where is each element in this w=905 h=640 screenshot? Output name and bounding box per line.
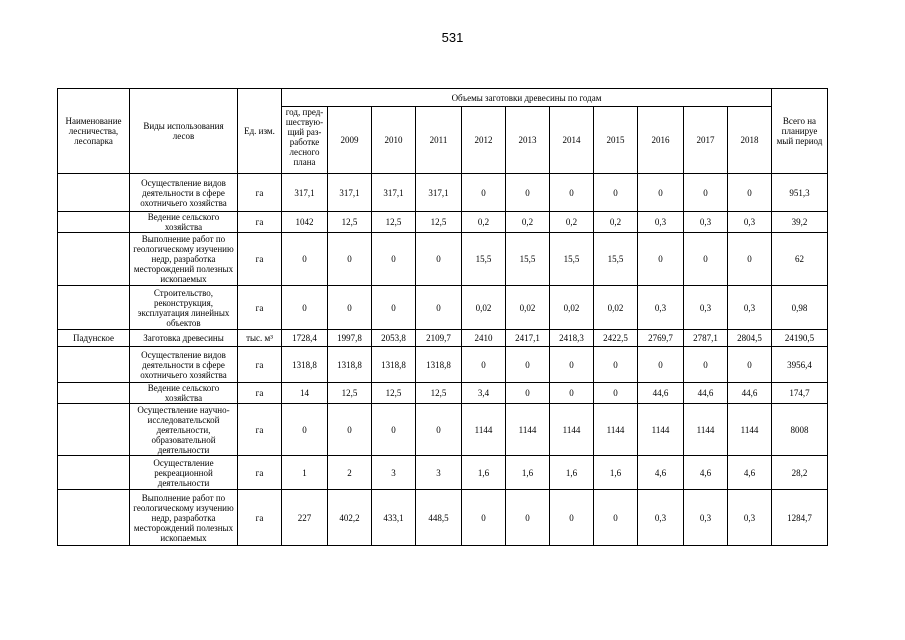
value-cell: 317,1 [282, 174, 328, 212]
total-cell: 39,2 [772, 212, 828, 233]
value-cell: 0 [328, 233, 372, 286]
value-cell: 0 [594, 174, 638, 212]
value-cell: 0 [684, 347, 728, 383]
value-cell: 317,1 [372, 174, 416, 212]
value-cell: 12,5 [328, 212, 372, 233]
table-row [58, 490, 828, 546]
value-cell: 2053,8 [372, 330, 416, 347]
total-cell: 8008 [772, 404, 828, 456]
forestry-name-cell [58, 212, 130, 233]
value-cell: 12,5 [328, 383, 372, 404]
value-cell: 0 [372, 286, 416, 330]
value-cell: 317,1 [416, 174, 462, 212]
unit-cell: га [238, 233, 282, 286]
value-cell: 1144 [550, 404, 594, 456]
value-cell: 2417,1 [506, 330, 550, 347]
value-cell: 0 [638, 347, 684, 383]
usage-kind-cell: Осуществление видов деятельности в сфере охотничьего хозяйства [130, 174, 238, 212]
value-cell: 227 [282, 490, 328, 546]
value-cell: 0 [416, 286, 462, 330]
wood-harvest-table [57, 88, 828, 546]
value-cell: 0 [282, 233, 328, 286]
value-cell: 0,3 [684, 490, 728, 546]
table-row [58, 347, 828, 383]
table-row [58, 404, 828, 456]
usage-kind-cell: Ведение сельского хозяйства [130, 383, 238, 404]
value-cell: 3 [372, 456, 416, 490]
forestry-name-cell [58, 456, 130, 490]
forestry-name-cell [58, 174, 130, 212]
col-header-year: 2018 [728, 107, 772, 174]
value-cell: 0 [506, 383, 550, 404]
value-cell: 0 [550, 347, 594, 383]
value-cell: 1318,8 [372, 347, 416, 383]
value-cell: 0 [594, 347, 638, 383]
value-cell: 0,02 [462, 286, 506, 330]
usage-kind-cell: Осуществление рекреационной деятельности [130, 456, 238, 490]
value-cell: 0,3 [684, 212, 728, 233]
value-cell: 15,5 [550, 233, 594, 286]
total-cell: 3956,4 [772, 347, 828, 383]
value-cell: 0 [594, 490, 638, 546]
value-cell: 2109,7 [416, 330, 462, 347]
col-header-year: 2013 [506, 107, 550, 174]
value-cell: 44,6 [684, 383, 728, 404]
table-row [58, 212, 828, 233]
value-cell: 1318,8 [416, 347, 462, 383]
value-cell: 0,3 [638, 490, 684, 546]
value-cell: 3,4 [462, 383, 506, 404]
value-cell: 0 [282, 404, 328, 456]
value-cell: 0 [462, 174, 506, 212]
col-header-year: 2015 [594, 107, 638, 174]
value-cell: 1,6 [550, 456, 594, 490]
value-cell: 0 [728, 347, 772, 383]
value-cell: 1 [282, 456, 328, 490]
col-header-kind: Виды использования лесов [130, 89, 238, 174]
col-header-year: 2010 [372, 107, 416, 174]
value-cell: 0 [506, 174, 550, 212]
total-cell: 28,2 [772, 456, 828, 490]
value-cell: 402,2 [328, 490, 372, 546]
value-cell: 0 [550, 174, 594, 212]
value-cell: 1728,4 [282, 330, 328, 347]
total-cell: 951,3 [772, 174, 828, 212]
forestry-name-cell [58, 347, 130, 383]
value-cell: 1144 [462, 404, 506, 456]
value-cell: 0,3 [728, 490, 772, 546]
col-header-year: 2017 [684, 107, 728, 174]
table-row [58, 383, 828, 404]
value-cell: 0 [372, 404, 416, 456]
value-cell: 14 [282, 383, 328, 404]
value-cell: 2410 [462, 330, 506, 347]
value-cell: 1144 [728, 404, 772, 456]
value-cell: 0,02 [594, 286, 638, 330]
forestry-name-cell [58, 404, 130, 456]
forestry-name-cell: Падунское [58, 330, 130, 347]
value-cell: 0,3 [684, 286, 728, 330]
value-cell: 0 [462, 347, 506, 383]
value-cell: 4,6 [684, 456, 728, 490]
col-header-year: 2012 [462, 107, 506, 174]
usage-kind-cell: Выполнение работ по геологическому изучению недр, разработка месторождений полезных ископаемых [130, 233, 238, 286]
value-cell: 0 [684, 174, 728, 212]
unit-cell: га [238, 490, 282, 546]
total-cell: 1284,7 [772, 490, 828, 546]
value-cell: 2787,1 [684, 330, 728, 347]
usage-kind-cell: Строительство, реконструкция, эксплуатация линейных объектов [130, 286, 238, 330]
value-cell: 0 [550, 383, 594, 404]
forestry-name-cell [58, 233, 130, 286]
value-cell: 0 [684, 233, 728, 286]
value-cell: 44,6 [638, 383, 684, 404]
value-cell: 1,6 [594, 456, 638, 490]
value-cell: 12,5 [372, 212, 416, 233]
value-cell: 15,5 [462, 233, 506, 286]
value-cell: 0 [594, 383, 638, 404]
col-header-total: Всего на планируе мый период [772, 89, 828, 174]
value-cell: 3 [416, 456, 462, 490]
unit-cell: га [238, 456, 282, 490]
value-cell: 1,6 [462, 456, 506, 490]
value-cell: 12,5 [416, 212, 462, 233]
table-row [58, 174, 828, 212]
value-cell: 0 [728, 233, 772, 286]
usage-kind-cell: Осуществление видов деятельности в сфере охотничьего хозяйства [130, 347, 238, 383]
total-cell: 174,7 [772, 383, 828, 404]
usage-kind-cell: Осуществление научно-исследовательской деятельности, образовательной деятельности [130, 404, 238, 456]
value-cell: 0 [416, 233, 462, 286]
value-cell: 0,2 [594, 212, 638, 233]
value-cell: 15,5 [506, 233, 550, 286]
value-cell: 2769,7 [638, 330, 684, 347]
value-cell: 0 [550, 490, 594, 546]
value-cell: 0 [638, 174, 684, 212]
value-cell: 317,1 [328, 174, 372, 212]
value-cell: 2422,5 [594, 330, 638, 347]
value-cell: 0 [416, 404, 462, 456]
value-cell: 0 [462, 490, 506, 546]
value-cell: 1,6 [506, 456, 550, 490]
col-header-name: Наименование лесничества, лесопарка [58, 89, 130, 174]
value-cell: 4,6 [728, 456, 772, 490]
total-cell: 0,98 [772, 286, 828, 330]
value-cell: 1144 [594, 404, 638, 456]
value-cell: 1144 [684, 404, 728, 456]
value-cell: 2 [328, 456, 372, 490]
unit-cell: га [238, 286, 282, 330]
total-cell: 62 [772, 233, 828, 286]
value-cell: 0 [506, 347, 550, 383]
forestry-name-cell [58, 383, 130, 404]
unit-cell: га [238, 404, 282, 456]
usage-kind-cell: Ведение сельского хозяйства [130, 212, 238, 233]
value-cell: 0 [506, 490, 550, 546]
value-cell: 433,1 [372, 490, 416, 546]
table-row [58, 286, 828, 330]
value-cell: 1144 [506, 404, 550, 456]
value-cell: 0 [372, 233, 416, 286]
value-cell: 44,6 [728, 383, 772, 404]
col-header-year: 2009 [328, 107, 372, 174]
table-row [58, 456, 828, 490]
table-body [58, 174, 828, 546]
value-cell: 0 [728, 174, 772, 212]
total-cell: 24190,5 [772, 330, 828, 347]
value-cell: 448,5 [416, 490, 462, 546]
forestry-name-cell [58, 286, 130, 330]
forestry-name-cell [58, 490, 130, 546]
table-row [58, 330, 828, 347]
value-cell: 0 [638, 233, 684, 286]
value-cell: 1318,8 [328, 347, 372, 383]
value-cell: 0,3 [638, 286, 684, 330]
value-cell: 15,5 [594, 233, 638, 286]
usage-kind-cell: Выполнение работ по геологическому изучению недр, разработка месторождений полезных ископаемых [130, 490, 238, 546]
value-cell: 0,2 [550, 212, 594, 233]
col-header-unit: Ед. изм. [238, 89, 282, 174]
value-cell: 2418,3 [550, 330, 594, 347]
unit-cell: га [238, 383, 282, 404]
usage-kind-cell: Заготовка древесины [130, 330, 238, 347]
value-cell: 0,3 [728, 286, 772, 330]
value-cell: 0 [328, 404, 372, 456]
value-cell: 0,2 [462, 212, 506, 233]
value-cell: 2804,5 [728, 330, 772, 347]
value-cell: 1997,8 [328, 330, 372, 347]
value-cell: 1042 [282, 212, 328, 233]
value-cell: 4,6 [638, 456, 684, 490]
value-cell: 12,5 [372, 383, 416, 404]
col-header-prev-period: год, пред-шествую-щий раз-работке лесного плана [282, 107, 328, 174]
value-cell: 0 [328, 286, 372, 330]
page-number: 531 [441, 30, 464, 45]
value-cell: 0,3 [638, 212, 684, 233]
col-header-year: 2011 [416, 107, 462, 174]
value-cell: 0 [282, 286, 328, 330]
value-cell: 1144 [638, 404, 684, 456]
col-header-year: 2014 [550, 107, 594, 174]
unit-cell: га [238, 174, 282, 212]
value-cell: 0,02 [506, 286, 550, 330]
unit-cell: тыс. м³ [238, 330, 282, 347]
col-header-group: Объемы заготовки древесины по годам [282, 89, 772, 107]
value-cell: 1318,8 [282, 347, 328, 383]
value-cell: 0,2 [506, 212, 550, 233]
value-cell: 12,5 [416, 383, 462, 404]
value-cell: 0,3 [728, 212, 772, 233]
table-row [58, 233, 828, 286]
unit-cell: га [238, 347, 282, 383]
value-cell: 0,02 [550, 286, 594, 330]
col-header-year: 2016 [638, 107, 684, 174]
unit-cell: га [238, 212, 282, 233]
